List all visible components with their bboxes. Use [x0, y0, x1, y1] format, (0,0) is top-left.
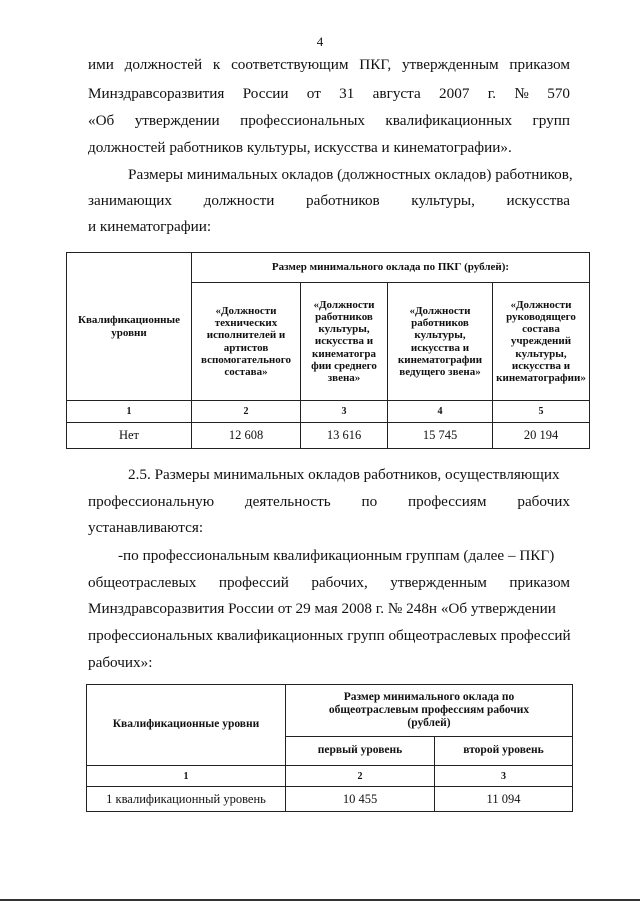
- table1-value-3: 15 745: [388, 423, 493, 449]
- table1-col-header-4: «Должности руководящего состава учреждений культуры, искусства и кинематографии»: [493, 283, 590, 401]
- word: профессиональную: [88, 493, 215, 510]
- word: к: [212, 56, 221, 73]
- table1-value-1: 12 608: [192, 423, 301, 449]
- para4-line1: -по профессиональным квалификационным группам (далее – ПКГ): [118, 547, 555, 564]
- table1-col-header-3: «Должности работников культуры, искусства и кинематографии ведущего звена»: [388, 283, 493, 401]
- word: искусства: [506, 192, 570, 209]
- table1-group-header: Размер минимального оклада по ПКГ (рублей):: [192, 253, 590, 283]
- word: ими: [88, 56, 114, 73]
- salary-table-culture: [66, 252, 590, 449]
- word: соответствующим: [231, 56, 349, 73]
- table1-colnum-4: 4: [388, 401, 493, 423]
- word: профессиональных: [240, 112, 365, 129]
- salary-table-workers: [86, 684, 573, 812]
- table2-col-header-2: второй уровень: [435, 737, 573, 766]
- table2-colnum-2: 2: [286, 766, 435, 787]
- word: групп: [532, 112, 570, 129]
- word: «Об: [88, 112, 115, 129]
- para1-line1: [88, 57, 570, 72]
- table2-colnum-3: 3: [435, 766, 573, 787]
- word: №: [514, 85, 529, 102]
- table1-level: Нет: [67, 423, 192, 449]
- table1-row-header: Квалификационные уровни: [67, 253, 192, 401]
- para1-line3: [88, 113, 570, 128]
- table1-value-4: 20 194: [493, 423, 590, 449]
- table2-level: 1 квалификационный уровень: [87, 787, 286, 812]
- table1-colnum-2: 2: [192, 401, 301, 423]
- word: деятельность: [244, 493, 331, 510]
- para1-line2: [88, 86, 570, 101]
- word: приказом: [509, 574, 570, 591]
- page-number: 4: [316, 34, 324, 49]
- para3-line2: [88, 494, 570, 509]
- table2-value-2: 11 094: [435, 787, 573, 812]
- table1-colnum-3: 3: [301, 401, 388, 423]
- word: 31: [339, 85, 355, 102]
- word: рабочих: [517, 493, 570, 510]
- word: профессий: [218, 574, 289, 591]
- para2-line1: Размеры минимальных окладов (должностных окладов) работников,: [128, 166, 573, 183]
- word: приказом: [509, 56, 570, 73]
- word: культуры,: [411, 192, 475, 209]
- table1-col-header-1: «Должности технических исполнителей и артистов вспомогательного состава»: [192, 283, 301, 401]
- table-row: [67, 423, 590, 449]
- word: России: [242, 85, 289, 102]
- word: рабочих,: [311, 574, 368, 591]
- page-bottom-rule: [0, 899, 640, 901]
- table1-col-header-2: «Должности работников культуры, искусства и кинематогра фии среднего звена»: [301, 283, 388, 401]
- word: утверждении: [134, 112, 220, 129]
- para3-line3: устанавливаются:: [88, 519, 204, 536]
- table2-group-header: Размер минимального оклада по общеотраслевым профессиям рабочих (рублей): [286, 685, 573, 737]
- para4-line2: [88, 575, 570, 590]
- para2-line2: [88, 193, 570, 208]
- table-row: [87, 787, 573, 812]
- para4-line4: профессиональных квалификационных групп общеотраслевых профессий: [88, 627, 571, 644]
- word: Минздравсоразвития: [88, 85, 225, 102]
- word: утвержденным: [390, 574, 487, 591]
- word: занимающих: [88, 192, 173, 209]
- word: августа: [372, 85, 421, 102]
- word: ПКГ,: [359, 56, 392, 73]
- word: г.: [487, 85, 497, 102]
- word: общеотраслевых: [88, 574, 197, 591]
- word: от: [306, 85, 321, 102]
- word: должностей: [124, 56, 203, 73]
- table1-colnum-5: 5: [493, 401, 590, 423]
- para4-line3: Минздравсоразвития России от 29 мая 2008 г. № 248н «Об утверждении: [88, 600, 556, 617]
- table1-colnum-1: 1: [67, 401, 192, 423]
- word: квалификационных: [385, 112, 513, 129]
- table1-value-2: 13 616: [301, 423, 388, 449]
- para4-line5: рабочих»:: [88, 654, 153, 671]
- table2-col-header-1: первый уровень: [286, 737, 435, 766]
- para1-line4: должностей работников культуры, искусства и кинематографии».: [88, 139, 512, 156]
- word: 570: [547, 85, 570, 102]
- para2-line3: и кинематографии:: [88, 218, 212, 235]
- word: по: [361, 493, 378, 510]
- word: работников: [305, 192, 380, 209]
- table2-colnum-1: 1: [87, 766, 286, 787]
- table2-row-header: Квалификационные уровни: [87, 685, 286, 766]
- word: должности: [203, 192, 275, 209]
- table2-value-1: 10 455: [286, 787, 435, 812]
- word: профессиям: [408, 493, 487, 510]
- word: утвержденным: [401, 56, 499, 73]
- word: 2007: [439, 85, 470, 102]
- para3-line1: 2.5. Размеры минимальных окладов работников, осуществляющих: [128, 466, 560, 483]
